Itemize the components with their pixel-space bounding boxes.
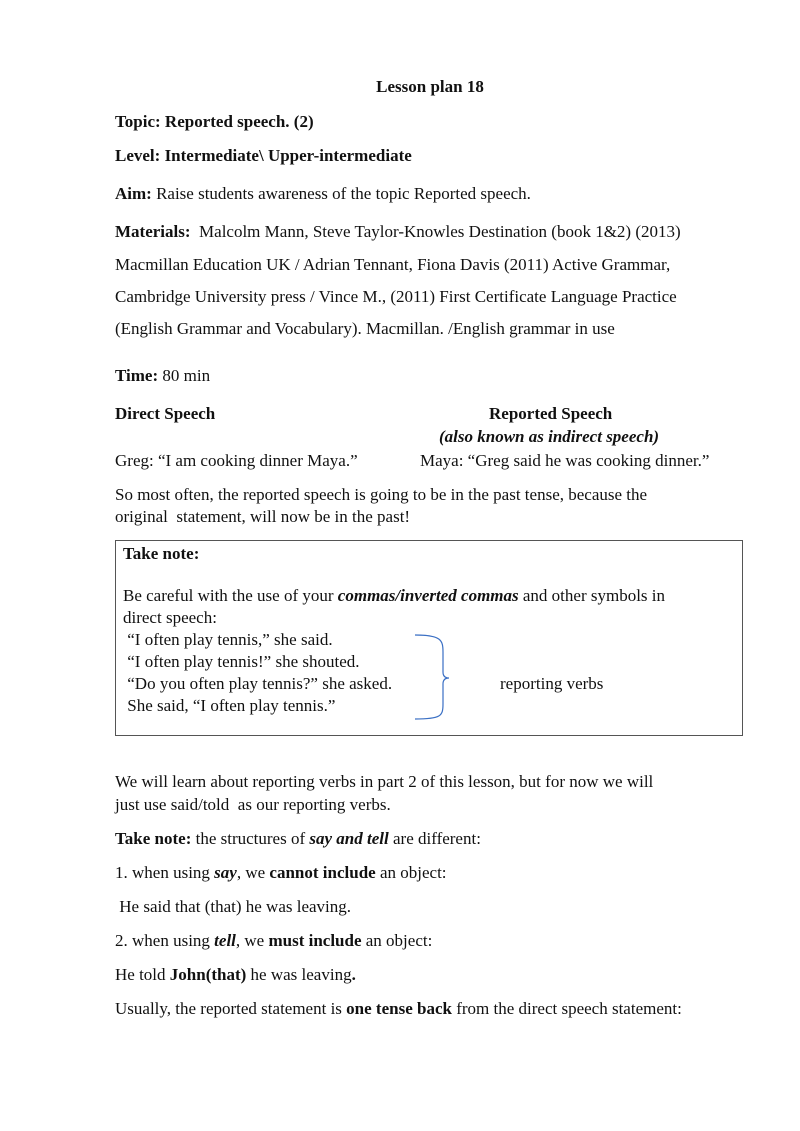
note-example-4: She said, “I often play tennis.” xyxy=(123,696,336,715)
past-tense-line-2: original statement, will now be in the past! xyxy=(115,507,411,526)
materials-line-3: Cambridge University press / Vince M., (2011) First Certificate Language Practice xyxy=(115,287,677,306)
direct-speech-heading: Direct Speech xyxy=(115,404,216,423)
say-tell-note: Take note: the structures of say and tell are different: xyxy=(115,829,481,848)
note-box-title: Take note: xyxy=(123,544,200,563)
tell-example: He told John(that) he was leaving. xyxy=(115,965,356,984)
materials-line-1: Materials: Malcolm Mann, Steve Taylor-Knowles Destination (book 1&2) (2013) xyxy=(115,222,681,241)
direct-example: Greg: “I am cooking dinner Maya.” xyxy=(115,451,358,470)
materials-line-4: (English Grammar and Vocabulary). Macmillan. /English grammar in use xyxy=(115,319,615,338)
note-box-intro: Be careful with the use of your commas/inverted commas and other symbols in xyxy=(123,586,666,605)
take-note-box xyxy=(115,540,743,736)
reporting-intro-line-2: just use said/told as our reporting verbs. xyxy=(115,795,391,814)
curly-brace-icon xyxy=(411,632,451,722)
note-example-3: “Do you often play tennis?” she asked. xyxy=(123,674,393,693)
past-tense-line-1: So most often, the reported speech is going to be in the past tense, because the xyxy=(115,485,648,504)
tense-back-line: Usually, the reported statement is one tense back from the direct speech statement: xyxy=(115,999,682,1018)
note-example-2: “I often play tennis!” she shouted. xyxy=(123,652,360,671)
reported-speech-heading: Reported Speech xyxy=(489,404,613,423)
note-example-1: “I often play tennis,” she said. xyxy=(123,630,333,649)
reported-speech-subheading: (also known as indirect speech) xyxy=(439,427,660,446)
tell-rule: 2. when using tell, we must include an object: xyxy=(115,931,433,950)
materials-line-2: Macmillan Education UK / Adrian Tennant, Fiona Davis (2011) Active Grammar, xyxy=(115,255,671,274)
reporting-verbs-label: reporting verbs xyxy=(500,674,604,693)
level-line: Level: Intermediate\ Upper-intermediate xyxy=(115,146,412,165)
aim-line: Aim: Raise students awareness of the topic Reported speech. xyxy=(115,184,531,203)
reported-example: Maya: “Greg said he was cooking dinner.” xyxy=(420,451,710,470)
reporting-intro-line-1: We will learn about reporting verbs in part 2 of this lesson, but for now we will xyxy=(115,772,654,791)
note-box-intro-line-2: direct speech: xyxy=(123,608,217,627)
lesson-title: Lesson plan 18 xyxy=(376,77,484,96)
time-line: Time: 80 min xyxy=(115,366,211,385)
topic-line: Topic: Reported speech. (2) xyxy=(115,112,314,131)
say-rule: 1. when using say, we cannot include an object: xyxy=(115,863,447,882)
say-example: He said that (that) he was leaving. xyxy=(115,897,352,916)
